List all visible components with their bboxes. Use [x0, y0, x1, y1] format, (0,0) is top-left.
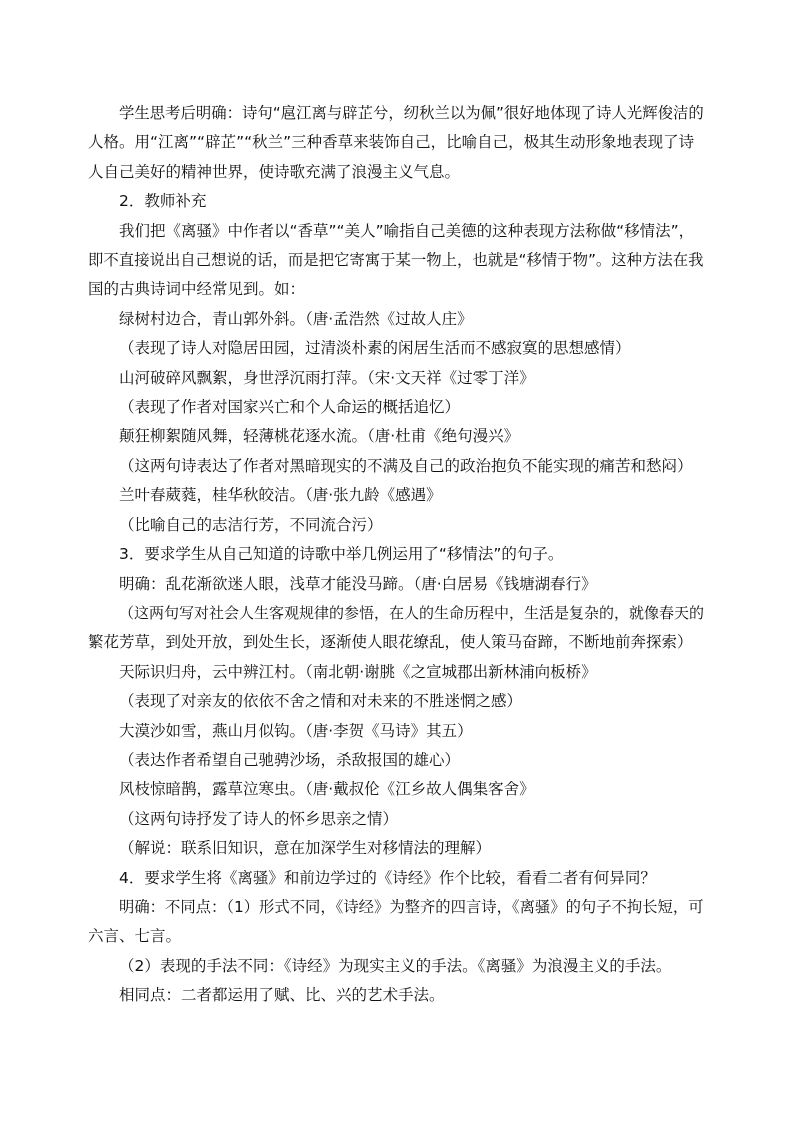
poem-line: 绿树村边合，青山郭外斜。（唐·孟浩然《过故人庄》	[119, 309, 473, 328]
section-heading: 2．教师补充	[119, 192, 207, 211]
paragraph-line: 六言、七言。	[88, 927, 182, 946]
paragraph-line: 明确：不同点：（1）形式不同，《诗经》为整齐的四言诗，《离骚》的句子不拘长短，可	[119, 897, 704, 916]
poem-line: 颠狂柳絮随风舞，轻薄桃花逐水流。（唐·杜甫《绝句漫兴》	[119, 427, 520, 446]
poem-note: （比喻自己的志洁行芳，不同流合污）	[119, 515, 383, 534]
poem-line: 天际识归舟，云中辨江村。（南北朝·谢朓《之宣城郡出新林浦向板桥》	[119, 662, 597, 681]
poem-note: （这两句诗表达了作者对黑暗现实的不满及自己的政治抱负不能实现的痛苦和愁闷）	[119, 456, 693, 475]
section-heading: 3．要求学生从自己知道的诗歌中举几例运用了“移情法”的句子。	[119, 545, 564, 564]
poem-line: 风枝惊暗鹊，露草泣寒虫。（唐·戴叔伦《江乡故人偶集客舍》	[119, 780, 535, 799]
poem-note: （表现了作者对国家兴亡和个人命运的概括追忆）	[119, 398, 461, 417]
section-heading: 4．要求学生将《离骚》和前边学过的《诗经》作个比较，看看二者有何异同？	[119, 868, 656, 887]
paragraph-line: 人自己美好的精神世界，使诗歌充满了浪漫主义气息。	[88, 162, 461, 181]
paragraph-line: 国的古典诗词中经常见到。如：	[88, 280, 306, 299]
poem-note: （表达作者希望自己驰骋沙场，杀敌报国的雄心）	[119, 750, 461, 769]
document-body	[88, 99, 708, 1011]
poem-note: （这两句写对社会人生客观规律的参悟，在人的生命历程中，生活是复杂的，就像春天的	[119, 603, 705, 622]
paragraph-line: （2）表现的手法不同：《诗经》为现实主义的手法。《离骚》为浪漫主义的手法。	[119, 956, 672, 975]
poem-note: 繁花芳草，到处开放，到处生长，逐渐使人眼花缭乱，使人策马奋蹄，不断地前奔探索）	[88, 633, 693, 652]
poem-line: 大漠沙如雪，燕山月似钩。（唐·李贺《马诗》其五）	[119, 721, 473, 740]
paragraph-line: 相同点：二者都运用了赋、比、兴的艺术手法。	[119, 986, 445, 1005]
poem-note: （表现了诗人对隐居田园，过清淡朴素的闲居生活而不感寂寞的思想感情）	[119, 339, 631, 358]
explanation-note: （解说：联系旧知识，意在加深学生对移情法的理解）	[119, 839, 492, 858]
paragraph-line: 人格。用“江离”“辟芷”“秋兰”三种香草来装饰自己，比喻自己，极其生动形象地表现了诗	[88, 133, 695, 152]
poem-note: （这两句诗抒发了诗人的怀乡思亲之情）	[119, 809, 399, 828]
poem-line: 山河破碎风飘絮，身世浮沉雨打萍。（宋·文天祥《过零丁洋》	[119, 368, 535, 387]
poem-line: 明确：乱花渐欲迷人眼，浅草才能没马蹄。（唐·白居易《钱塘湖春行》	[119, 574, 597, 593]
poem-note: （表现了对亲友的依依不舍之情和对未来的不胜迷惘之感）	[119, 692, 523, 711]
poem-line: 兰叶春葳蕤，桂华秋皎洁。（唐·张九龄《感遇》	[119, 486, 442, 505]
paragraph-line: 学生思考后明确：诗句“扈江离与辟芷兮，纫秋兰以为佩”很好地体现了诗人光辉俊洁的	[119, 104, 704, 122]
paragraph-line: 即不直接说出自己想说的话，而是把它寄寓于某一物上，也就是“移情于物”。这种方法在我	[88, 251, 704, 270]
paragraph-line: 我们把《离骚》中作者以“香草”“美人”喻指自己美德的这种表现方法称做“移情法”，	[119, 221, 695, 240]
